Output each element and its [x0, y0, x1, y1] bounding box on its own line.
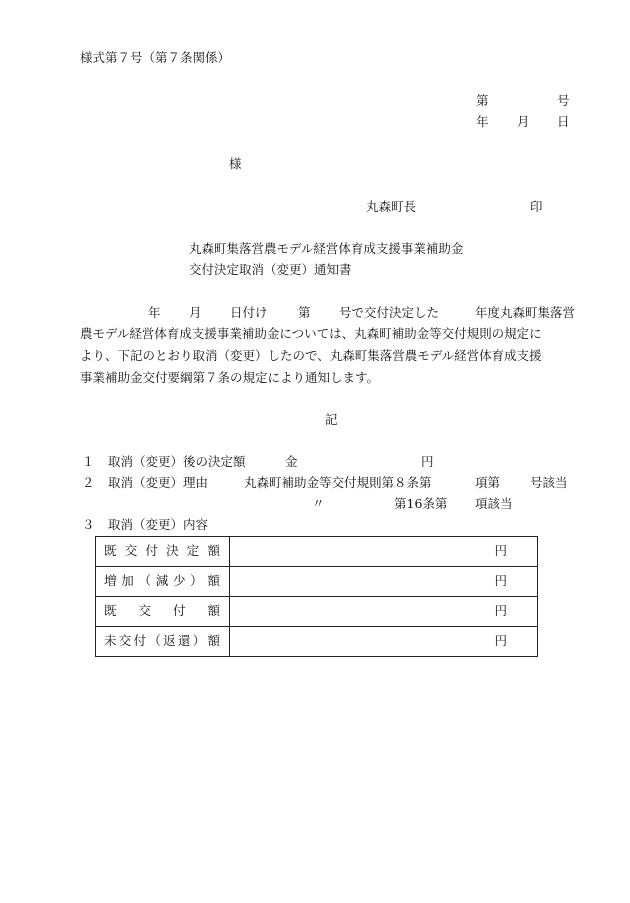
- doc-title-line1: 丸森町集落営農モデル経営体育成支援事業補助金: [189, 241, 464, 256]
- seal-mark: 印: [530, 199, 543, 214]
- date-month: 月: [517, 114, 530, 129]
- addressee-honorific: 様: [229, 156, 242, 171]
- amounts-table: [95, 536, 538, 657]
- body-decision: 号で交付決定した: [339, 305, 440, 320]
- sender-title: 丸森町長: [366, 199, 417, 214]
- body-line4: 事業補助金交付要綱第７条の規定により通知します。: [80, 370, 380, 385]
- row-label-cell: [96, 537, 230, 567]
- row-label-cell: [96, 597, 230, 627]
- doc-number-prefix: 第: [476, 93, 489, 108]
- item2-go: 号該当: [530, 475, 568, 490]
- row-label-cell: [96, 567, 230, 597]
- body-line3: より、下記のとおり取消（変更）したので、丸森町集落営農モデル経営体育成支援: [80, 348, 542, 363]
- item1-yen: 円: [421, 454, 434, 469]
- body-year: 年: [148, 305, 161, 320]
- body-month: 月: [189, 305, 202, 320]
- body-line2: 農モデル経営体育成支援事業補助金については、丸森町補助金等交付規則の規定に: [80, 326, 542, 341]
- item1-number: １: [82, 454, 95, 469]
- row-value-already-paid: 円: [230, 597, 538, 627]
- item2-number: ２: [82, 475, 95, 490]
- row-value-already-decided: 円: [230, 537, 538, 567]
- row-label-increase-decrease: 増 加 （ 減 少 ） 額: [104, 573, 220, 589]
- item1-kin: 金: [285, 454, 298, 469]
- item2-rule2: 第16条第: [394, 496, 448, 511]
- form-number: 様式第７号（第７条関係）: [80, 50, 231, 65]
- item3-label: 取消（変更）内容: [108, 517, 209, 532]
- doc-title-line2: 交付決定取消（変更）通知書: [189, 262, 352, 277]
- body-no: 第: [298, 305, 311, 320]
- row-label-cell: [96, 627, 230, 657]
- row-label-already-decided: 既 交 付 決 定 額: [104, 543, 220, 559]
- date-year: 年: [476, 114, 489, 129]
- table-row: [96, 597, 538, 627]
- row-value-unpaid-refund: 円: [230, 627, 538, 657]
- table-row: [96, 537, 538, 567]
- row-label-unpaid-refund: 未 交 付 （ 返 還 ） 額: [104, 633, 220, 649]
- item2-label: 取消（変更）理由: [108, 475, 209, 490]
- item3-number: ３: [82, 517, 95, 532]
- ki-heading: 記: [325, 412, 338, 427]
- body-day: 日付け: [230, 305, 268, 320]
- item2-ditto: 〃: [312, 496, 325, 511]
- date-day: 日: [557, 114, 570, 129]
- row-label-already-paid: 既 交 付 額: [104, 603, 220, 619]
- table-row: [96, 567, 538, 597]
- item2-kou: 項第: [475, 475, 501, 490]
- body-fiscal-year: 年度丸森町集落営: [475, 305, 576, 320]
- table-row: [96, 627, 538, 657]
- row-value-increase-decrease: 円: [230, 567, 538, 597]
- item2-rule: 丸森町補助金等交付規則第８条第: [244, 475, 432, 490]
- item1-label: 取消（変更）後の決定額: [108, 454, 246, 469]
- doc-number-suffix: 号: [557, 93, 570, 108]
- item2-kou2: 項該当: [475, 496, 513, 511]
